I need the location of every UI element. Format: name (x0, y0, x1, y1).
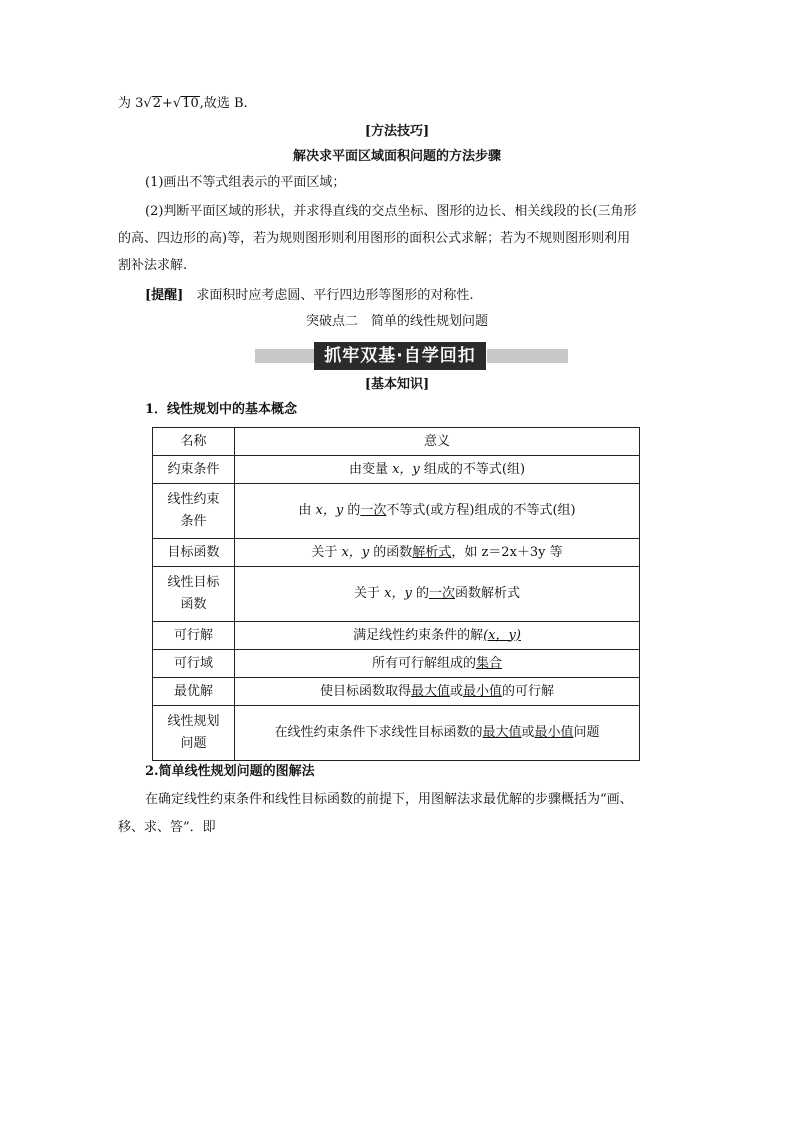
row-name (153, 567, 235, 622)
meaning-underlined: (x，y) (483, 627, 521, 643)
section-banner: 抓牢双基·自学回扣 (314, 342, 486, 370)
meaning-text: 关于 (311, 544, 342, 560)
row-meaning (235, 622, 640, 650)
row-meaning (235, 484, 640, 539)
row-meaning (235, 456, 640, 484)
row-name-line-1: 线性目标 (167, 575, 220, 590)
knowledge-tag: [基本知识] (364, 377, 430, 392)
intro-suffix: ,故选 B. (199, 96, 248, 111)
meaning-variables: x，y (341, 544, 370, 560)
row-name-line-2: 条件 (180, 514, 207, 529)
row-name-line-1: 线性规划 (167, 714, 220, 729)
meaning-underlined: 一次 (360, 503, 387, 518)
header-meaning: 意义 (235, 428, 640, 456)
section-2-line-2: 移、求、答”．即 (118, 820, 216, 835)
meaning-text: 的可行解 (502, 683, 555, 699)
row-name-line-2: 函数 (180, 597, 207, 612)
method-tag: [方法技巧] (364, 124, 430, 139)
meaning-underlined: 最小值 (534, 725, 574, 740)
meaning-text: 的 (343, 503, 361, 518)
meaning-text: 由变量 (348, 461, 393, 477)
banner-left-bar (255, 349, 315, 363)
row-name: 约束条件 (153, 456, 235, 484)
meaning-variables: x，y (392, 461, 420, 477)
meaning-text: 使目标函数取得 (319, 683, 411, 699)
banner-right-bar (487, 349, 568, 363)
meaning-variables: x，y (384, 586, 412, 601)
meaning-underlined: 最大值 (482, 725, 522, 740)
sqrt-radicand-2: 10 (182, 96, 199, 111)
meaning-text: 的函数 (369, 544, 413, 560)
meaning-text: 函数解析式 (454, 586, 520, 601)
sqrt-radicand-1: 2 (152, 96, 161, 111)
row-name: 最优解 (153, 678, 235, 706)
section-2-title: 2.简单线性规划问题的图解法 (145, 764, 315, 779)
method-step-2-line-1: (2)判断平面区域的形状，并求得直线的交点坐标、图形的边长、相关线段的长(三角形 (145, 204, 637, 219)
header-name: 名称 (153, 428, 235, 456)
meaning-underlined: 最小值 (463, 683, 503, 699)
meaning-text: 或 (449, 683, 463, 699)
intro-line (118, 94, 248, 114)
row-meaning (235, 539, 640, 567)
meaning-text: 的 (411, 586, 429, 601)
meaning-text: 所有可行解组成的 (371, 655, 476, 671)
intro-prefix: 为 3 (118, 96, 144, 111)
meaning-underlined: 一次 (428, 586, 455, 601)
table-row (153, 678, 640, 706)
tip-line (145, 286, 473, 306)
meaning-underlined: 最大值 (410, 683, 450, 699)
meaning-underlined: 解析式 (412, 544, 452, 560)
sqrt-sign: √ (172, 96, 182, 111)
meaning-underlined: 集合 (476, 655, 503, 671)
meaning-text: 组成的不等式(组) (419, 461, 526, 477)
method-step-2-line-3: 割补法求解. (118, 258, 188, 273)
meaning-text: 或 (521, 725, 535, 740)
intro-plus: + (161, 96, 173, 111)
row-name: 可行解 (153, 622, 235, 650)
section-1-title: 1．线性规划中的基本概念 (145, 402, 298, 417)
section-2-line-1: 在确定线性约束条件和线性目标函数的前提下，用图解法求最优解的步骤概括为“画、 (145, 792, 633, 807)
table-row (153, 622, 640, 650)
row-meaning (235, 567, 640, 622)
meaning-text: ，如 z＝2x＋3y 等 (451, 544, 563, 560)
row-name: 目标函数 (153, 539, 235, 567)
row-name (153, 706, 235, 761)
row-name-line-1: 线性约束 (167, 492, 220, 507)
meaning-variables: x，y (315, 503, 344, 518)
meaning-text: 问题 (573, 725, 600, 740)
meaning-text: 在线性约束条件下求线性目标函数的 (274, 725, 483, 740)
method-title: 解决求平面区域面积问题的方法步骤 (292, 149, 501, 164)
table-row (153, 706, 640, 761)
row-name: 可行域 (153, 650, 235, 678)
table-row (153, 567, 640, 622)
row-meaning (235, 706, 640, 761)
meaning-text: 关于 (354, 586, 385, 601)
table-row (153, 650, 640, 678)
table-header-row (153, 428, 640, 456)
table-row (153, 456, 640, 484)
method-step-2-line-2: 的高、四边形的高)等，若为规则图形则利用图形的面积公式求解；若为不规则图形则利用 (118, 231, 631, 246)
table-row (153, 539, 640, 567)
row-meaning (235, 678, 640, 706)
sqrt-sign: √ (143, 96, 152, 111)
row-meaning (235, 650, 640, 678)
table-row (153, 484, 640, 539)
tip-text: 求面积时应考虑圆、平行四边形等图形的对称性. (196, 288, 474, 303)
tip-label: [提醒] (145, 288, 184, 303)
row-name-line-2: 问题 (180, 736, 207, 751)
meaning-text: 由 (298, 503, 316, 518)
concepts-table (152, 427, 640, 761)
breakthrough-title: 突破点二 简单的线性规划问题 (305, 314, 488, 329)
row-name (153, 484, 235, 539)
meaning-text: 不等式(或方程)组成的不等式(组) (386, 503, 576, 518)
meaning-text: 满足线性约束条件的解 (353, 627, 484, 643)
method-step-1: (1)画出不等式组表示的平面区域； (145, 175, 346, 190)
